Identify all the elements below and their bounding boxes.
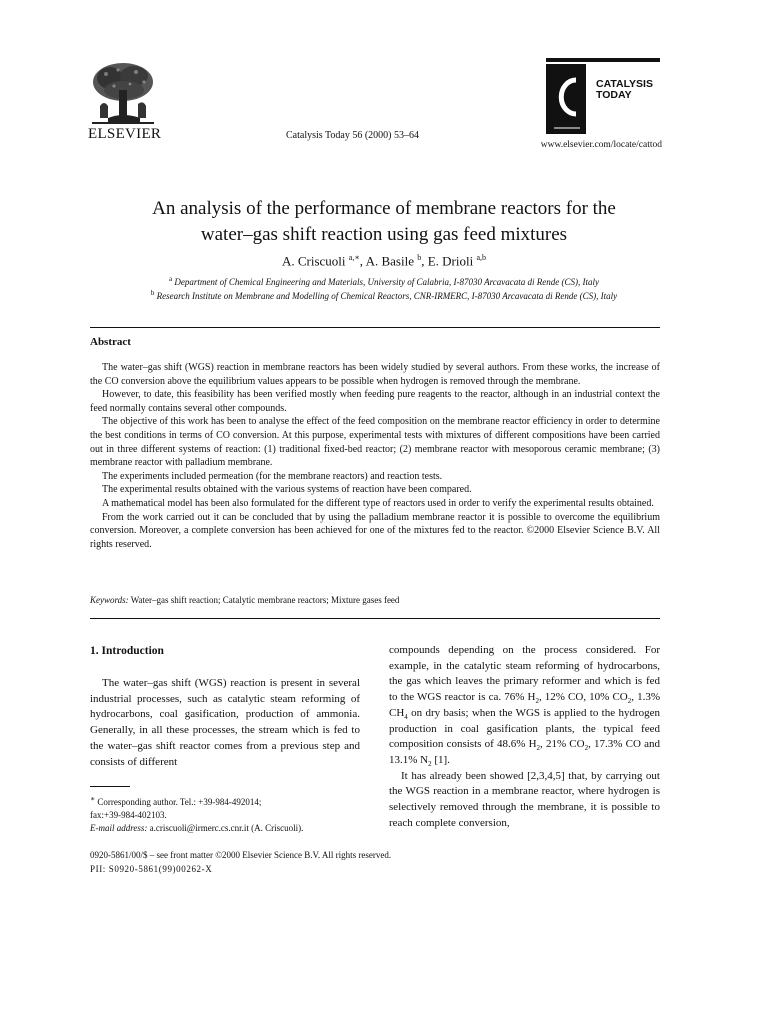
body-paragraph: compounds depending on the process considered. For example, in the catalytic steam reforming of hydrocarbons, the gas which leaves the primary reformer and which is fed to the WGS reactor is ca. 76% $H_2$, 12% CO, 10% $CO_2$, 1.3% $CH_4$ on dry basis; when the WGS is applied to the hydrogen production in coal gasification plants, the typical feed composition consists of 48.6% $H_2$, 21% $CO_2$, 17.3% CO and 13.1% $N_2$ [1]. (389, 644, 660, 769)
copyright-line: 0920-5861/00/$ – see front matter ©2000 Elsevier Science B.V. All rights reserved. (90, 850, 392, 860)
abstract-paragraph: However, to date, this feasibility has been verified mostly when feeding pure reagents to the reactor, although in an industrial context the feed normally contains several other compounds. (90, 389, 660, 414)
abstract-paragraph: The objective of this work has been to analyse the effect of the feed composition on the membrane reactor efficiency in order to determine the best conditions in terms of CO conversion. At this purpose, experimental tests with mixtures of different compositions have been carried out in three different systems of reaction: (1) traditional fixed-bed reactor; (2) membrane reactor with mesoporous ceramic membrane; (3) membrane reactor with palladium membrane. (90, 416, 660, 469)
journal-url[interactable]: www.elsevier.com/locate/cattod (540, 140, 662, 150)
journal-logo-title: CATALYSIS TODAY (596, 78, 653, 101)
journal-logo (546, 58, 660, 134)
divider (90, 618, 660, 619)
abstract-paragraph: The water–gas shift (WGS) reaction in membrane reactors has been widely studied by several authors. From these works, the increase of the CO conversion above the equilibrium values appears to be possible when hydrogen is removed through the membrane. (90, 362, 660, 387)
corresponding-email[interactable]: a.criscuoli@irmerc.cs.cnr.it (A. Criscuoli). (147, 823, 304, 833)
body-paragraph: It has already been showed [2,3,4,5] that, by carrying out the WGS reaction in a membrane reactor, where hydrogen is selectively removed through the membrane, it is possible to reach complete conversion, (389, 769, 660, 829)
abstract-paragraph: A mathematical model has been also formulated for the different type of reactors used in order to verify the experimental results obtained. (102, 497, 654, 509)
keywords-label: Keywords: (90, 595, 129, 605)
left-column (90, 676, 360, 770)
affiliation: $^b$ Research Institute on Membrane and Modelling of Chemical Reactors, CNR-IRMERC, I-87030 Arcavacata di Rende (CS), Italy (150, 289, 618, 301)
footnote: ∗ Corresponding author. Tel.: +39-984-492014; fax:+39-984-402103. E-mail address: a.criscuoli@irmerc.cs.cnr.it (A. Criscuoli). (90, 794, 304, 833)
abstract-heading: Abstract (90, 336, 131, 348)
section-heading: 1. Introduction (90, 645, 164, 657)
abstract-paragraph: The experiments included permeation (for the membrane reactors) and reaction tests. (102, 470, 443, 482)
journal-reference: Catalysis Today 56 (2000) 53–64 (286, 130, 419, 141)
author-list: A. Criscuoli $^{a,∗}$, A. Basile $^b$, E. Drioli $^{a,b}$ (281, 253, 487, 269)
footnote-rule (90, 786, 130, 787)
publisher-name: ELSEVIER (88, 126, 162, 142)
body-paragraph: The water–gas shift (WGS) reaction is present in several industrial processes, such as catalytic steam reforming of hydrocarbons, coal gasification, production of ammonia. Generally, in all these processes, the stream which is fed to the water–gas shift reactor comes from a previous step and consists of different (90, 677, 360, 768)
abstract-body (90, 361, 660, 551)
keywords (90, 595, 660, 605)
affiliation: $^a$ Department of Chemical Engineering and Materials, University of Calabria, I-87030 Arcavacata di Rende (CS), Italy (168, 275, 600, 287)
pii-line: PII: S0920-5861(99)00262-X (90, 864, 213, 874)
keywords-text: Water–gas shift reaction; Catalytic membrane reactors; Mixture gases feed (128, 595, 400, 605)
page-footer (90, 848, 660, 876)
author-name: A. Criscuoli (281, 253, 346, 269)
elsevier-tree-logo (88, 60, 158, 126)
right-column (389, 643, 660, 831)
divider (90, 327, 660, 328)
author-name: A. Basile (365, 253, 414, 269)
author-name: E. Drioli (427, 253, 474, 269)
abstract-paragraph: From the work carried out it can be concluded that by using the palladium membrane reactor it is possible to overcome the equilibrium conversion. Moreover, a complete conversion has been achieved for one of the mixtures fed to the reactor. ©2000 Elsevier Science B.V. All rights reserved. (90, 511, 660, 550)
abstract-paragraph: The experimental results obtained with the various systems of reaction have been compared. (102, 484, 472, 496)
article-title: An analysis of the performance of membrane reactors for the water–gas shift reaction using gas feed mixtures (152, 198, 616, 245)
